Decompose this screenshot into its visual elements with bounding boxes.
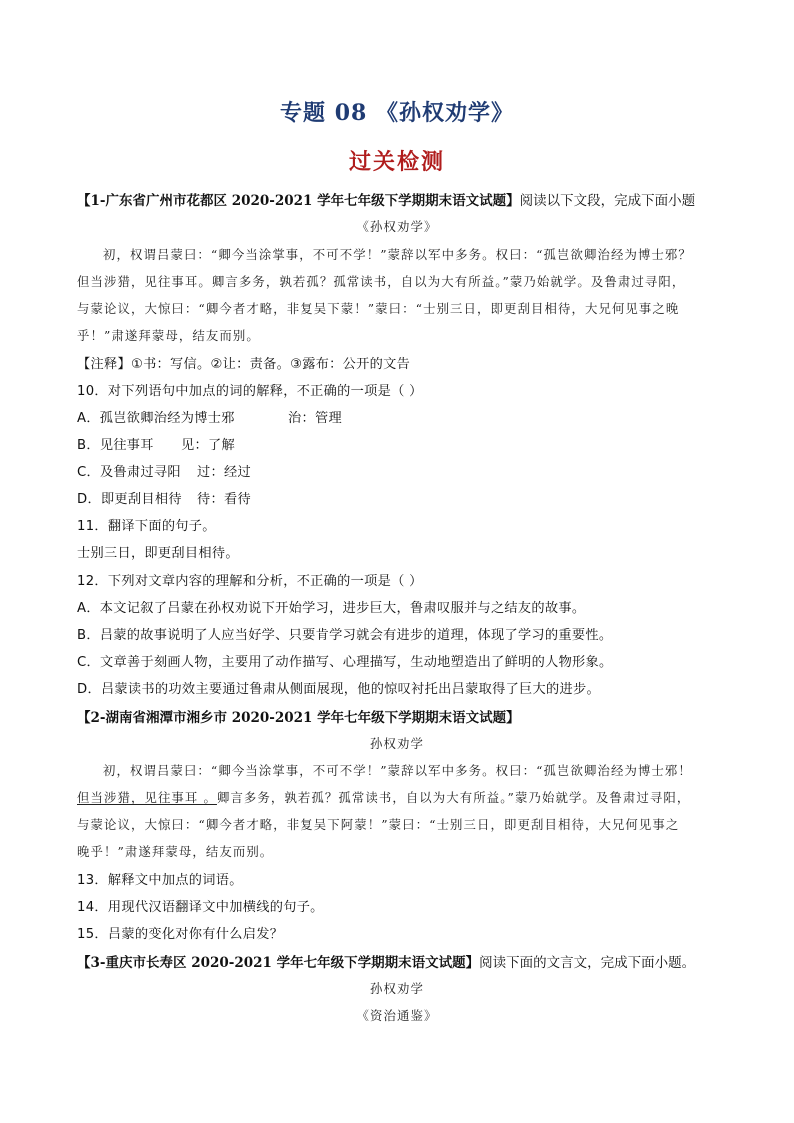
section1-source: 【1-广东省广州市花都区 2020-2021 学年七年级下学期期末语文试题】 [77, 193, 520, 209]
question-11-sentence: 士别三日，即更刮目相待。 [77, 546, 239, 561]
section2-source: 【2-湖南省湘潭市湘乡市 2020-2021 学年七年级下学期期末语文试题】 [77, 710, 520, 726]
section2-passage-line: 初，权谓吕蒙曰：“卿今当涂掌事，不可不学！”蒙辞以军中多务。权曰：“孤岂欲卿治经为博士邪！ [103, 763, 692, 778]
section3-book: 《资治通鉴》 [356, 1008, 438, 1023]
q10-option-d-gloss: 待：看待 [197, 492, 251, 507]
q10-option-b: B．见往事耳 [77, 438, 154, 453]
question-11: 11．翻译下面的句子。 [77, 519, 216, 534]
section2-passage-line [77, 788, 690, 806]
section3-heading [77, 951, 695, 971]
section1-passage-title: 《孙权劝学》 [356, 219, 438, 234]
section3-instruction: 阅读下面的文言文，完成下面小题。 [479, 955, 696, 971]
section2-passage-line: 与蒙论议，大惊曰：“卿今者才略，非复吴下阿蒙！”蒙曰：“士别三日，即更刮目相待，大兄何见事之 [77, 817, 680, 832]
section1-instruction: 阅读以下文段，完成下面小题 [519, 193, 696, 209]
q12-option-c: C．文章善于刻画人物，主要用了动作描写、心理描写，生动地塑造出了鲜明的人物形象。 [77, 655, 613, 670]
section2-passage-rest: 卿言多务，孰若孤？孤常读书，自以为大有所益。”蒙乃始就学。及鲁肃过寻阳， [216, 790, 691, 805]
q10-option-b-gloss: 见：了解 [181, 438, 235, 453]
section1-note: 【注释】①书：写信。②让：责备。③露布：公开的文告 [77, 357, 411, 372]
section1-passage-line: 初，权谓吕蒙曰：“卿今当涂掌事，不可不学！”蒙辞以军中多务。权曰：“孤岂欲卿治经为博士邪？ [103, 247, 692, 262]
q12-option-a: A．本文记叙了吕蒙在孙权劝说下开始学习，进步巨大，鲁肃叹服并与之结友的故事。 [77, 601, 586, 616]
section2-passage-line: 晚乎！”肃遂拜蒙母，结友而别。 [77, 844, 274, 859]
section2-passage-title: 孙权劝学 [370, 736, 424, 751]
q10-option-a: A．孤岂欲卿治经为博士邪 [77, 411, 235, 426]
q10-option-c: C．及鲁肃过寻阳 [77, 465, 181, 480]
question-15: 15．吕蒙的变化对你有什么启发？ [77, 927, 284, 942]
q10-option-d: D．即更刮目相待 [77, 492, 182, 507]
section1-passage-line: 乎！”肃遂拜蒙母，结友而别。 [77, 328, 260, 343]
question-10: 10．对下列语句中加点的词的解释，不正确的一项是（ ） [77, 384, 423, 399]
underlined-sentence: 但当涉猎，见往事耳 。 [77, 790, 217, 805]
q10-option-a-gloss: 治：管理 [288, 411, 342, 426]
question-14: 14．用现代汉语翻译文中加横线的句子。 [77, 900, 324, 915]
section3-passage-title: 孙权劝学 [370, 981, 424, 996]
page-title: 专题 08 《孙权劝学》 [280, 100, 514, 126]
section1-passage-line: 但当涉猎，见往事耳。卿言多务，孰若孤？孤常读书，自以为大有所益。”蒙乃始就学。及鲁肃过寻阳， [77, 274, 686, 289]
q12-option-b: B．吕蒙的故事说明了人应当好学、只要肯学习就会有进步的道理，体现了学习的重要性。 [77, 628, 613, 643]
question-13: 13．解释文中加点的词语。 [77, 873, 243, 888]
section1-passage-line: 与蒙论议，大惊曰：“卿今者才略，非复吴下蒙！”蒙曰：“士别三日，即更刮目相待，大兄何见事之晚 [77, 301, 680, 316]
q12-option-d: D．吕蒙读书的功效主要通过鲁肃从侧面展现，他的惊叹衬托出吕蒙取得了巨大的进步。 [77, 682, 600, 697]
question-12: 12．下列对文章内容的理解和分析，不正确的一项是（ ） [77, 574, 423, 589]
q10-option-c-gloss: 过：经过 [197, 465, 251, 480]
section1-heading [77, 189, 695, 209]
page-subtitle: 过关检测 [348, 149, 445, 175]
section3-source: 【3-重庆市长寿区 2020-2021 学年七年级下学期期末语文试题】 [77, 955, 480, 971]
